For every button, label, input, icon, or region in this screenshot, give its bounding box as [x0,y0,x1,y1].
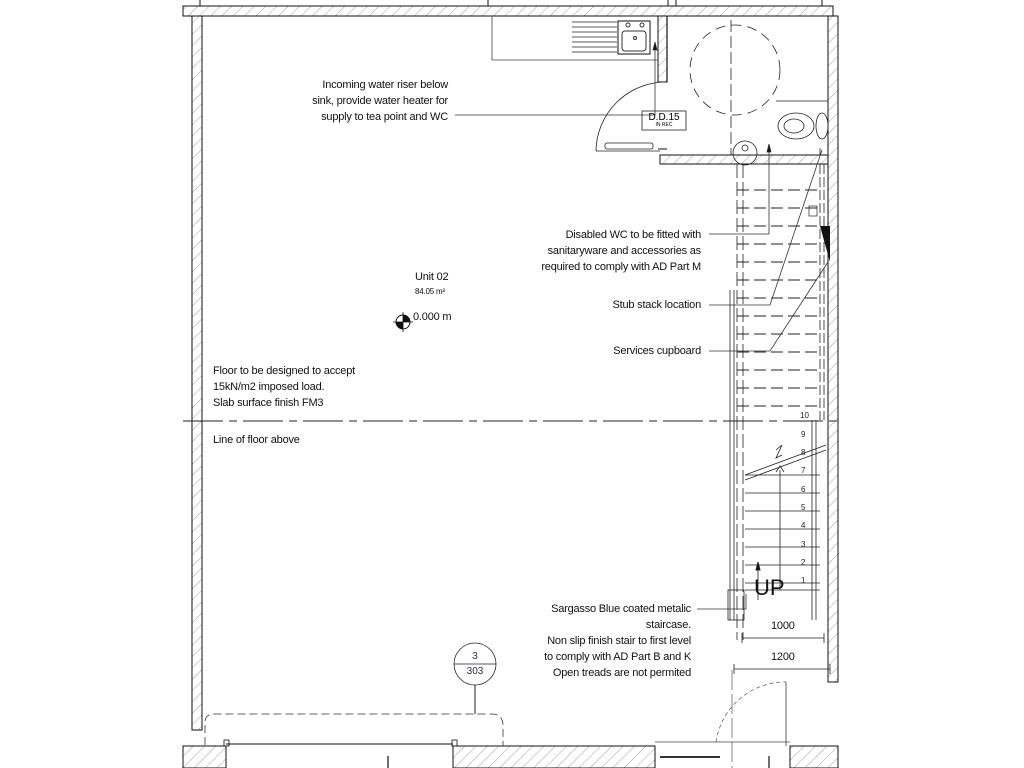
section-marker-top: 3 [472,651,478,662]
tread-4: 4 [801,521,806,530]
note-stub-stack: Stub stack location [612,299,701,311]
note-services-cupboard: Services cupboard [613,345,701,357]
tread-9: 9 [801,430,806,439]
tread-10: 10 [800,411,809,420]
level-marker-icon [393,312,413,332]
tread-8: 8 [801,448,806,457]
note-floor-above: Line of floor above [213,434,300,446]
note-water-riser: Incoming water riser below sink, provide water heater for supply to tea point and WC [312,79,448,123]
bottom-wall [183,740,838,768]
top-wall [183,0,833,16]
dimension-1200: 1200 [771,651,795,663]
level-value: 0.000 m [413,311,452,323]
stair-up-label: UP [754,575,785,600]
tread-6: 6 [801,485,806,494]
room-name: Unit 02 [415,271,449,283]
kitchen-sink [492,16,658,60]
dimension-1000: 1000 [771,620,795,632]
note-floor-load: Floor to be designed to accept 15kN/m2 imposed load. Slab surface finish FM3 [213,365,355,409]
tread-3: 3 [801,540,806,549]
left-wall [192,16,202,730]
note-staircase: Sargasso Blue coated metalic staircase. Non slip finish stair to first level to comply with AD Part B and K Open treads are not permited [544,603,691,679]
tag-code: D.D.15 [648,112,680,123]
stair-shaft [728,164,830,640]
tread-1: 1 [801,576,806,585]
tread-7: 7 [801,466,806,475]
tread-2: 2 [801,558,806,567]
wc-walls [658,16,828,164]
section-marker-bottom: 303 [466,666,484,677]
right-wall [828,16,838,682]
entrance-door [716,670,786,768]
tag-sub: IN REC [655,122,673,128]
note-disabled-wc: Disabled WC to be fitted with sanitaryware and accessories as required to comply with AD Part M [541,229,701,273]
room-area: 84.05 m² [415,287,445,296]
roller-shutter-outline [205,714,503,746]
tread-5: 5 [801,503,806,512]
leader-lines [455,42,828,609]
